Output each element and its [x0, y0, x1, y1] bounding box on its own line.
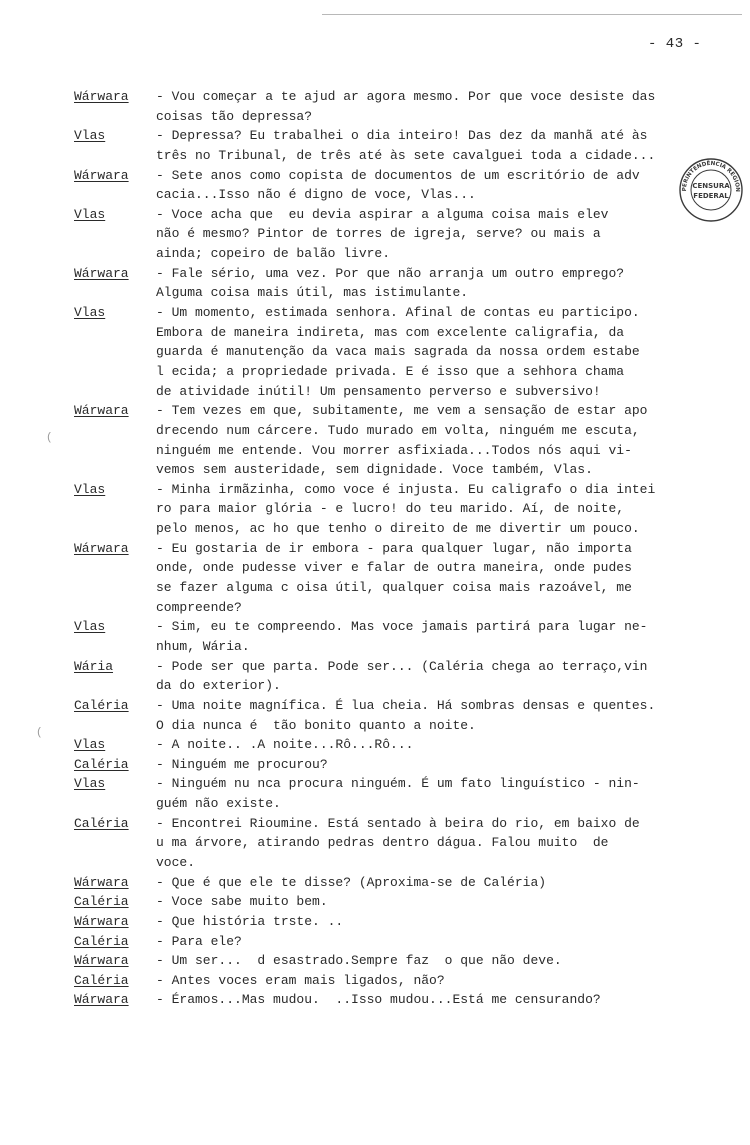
speaker-name: Caléria — [74, 972, 129, 988]
dialogue-text: de atividade inútil! Um pensamento perverso e subversivo! — [156, 383, 601, 399]
dialogue-line — [74, 362, 744, 382]
speaker-name: Caléria — [74, 815, 129, 831]
speaker-name: Caléria — [74, 756, 129, 772]
dialogue-text: - Que é que ele te disse? (Aproxima-se de Caléria) — [156, 874, 547, 890]
dialogue-text: cacia...Isso não é digno de voce, Vlas... — [156, 187, 476, 203]
dialogue-line — [74, 716, 744, 736]
dialogue-line — [74, 264, 744, 284]
dialogue-line — [74, 755, 744, 775]
dialogue-text: ninguém me entende. Vou morrer asfixiada...Todos nós aqui vi- — [156, 442, 632, 458]
speaker-name: Vlas — [74, 737, 106, 753]
dialogue-line — [74, 794, 744, 814]
dialogue-text: - Ninguém me procurou? — [156, 756, 328, 772]
dialogue-line — [74, 814, 744, 834]
speaker-name: Wárwara — [74, 953, 129, 969]
dialogue-line — [74, 146, 744, 166]
dialogue-line — [74, 971, 744, 991]
dialogue-line — [74, 657, 744, 677]
dialogue-text: - Sete anos como copista de documentos de um escritório de adv — [156, 167, 640, 183]
dialogue-line — [74, 932, 744, 952]
dialogue-line — [74, 185, 744, 205]
dialogue-line — [74, 578, 744, 598]
dialogue-line — [74, 205, 744, 225]
dialogue-line — [74, 323, 744, 343]
dialogue-line — [74, 166, 744, 186]
dialogue-text: - Voce sabe muito bem. — [156, 894, 328, 910]
dialogue-text: se fazer alguma c oisa útil, qualquer coisa mais razoável, me — [156, 580, 632, 596]
dialogue-line — [74, 303, 744, 323]
dialogue-text: ro para maior glória - e lucro! do teu marido. Aí, de noite, — [156, 501, 625, 517]
dialogue-line — [74, 499, 744, 519]
dialogue-line — [74, 558, 744, 578]
censorship-stamp — [678, 157, 744, 223]
dialogue-text: três no Tribunal, de três até às sete cavalguei toda a cidade... — [156, 147, 656, 163]
speaker-name: Wárwara — [74, 265, 129, 281]
dialogue-line — [74, 480, 744, 500]
dialogue-text: nhum, Wária. — [156, 638, 250, 654]
dialogue-text: pelo menos, ac ho que tenho o direito de me divertir um pouco. — [156, 521, 640, 537]
speaker-name: Vlas — [74, 128, 106, 144]
page-number: - 43 - — [648, 36, 702, 52]
speaker-name: Vlas — [74, 776, 106, 792]
dialogue-text: vemos sem austeridade, sem dignidade. Voce também, Vlas. — [156, 462, 593, 478]
speaker-name: Caléria — [74, 933, 129, 949]
dialogue-text: - Encontrei Rioumine. Está sentado à beira do rio, em baixo de — [156, 815, 640, 831]
speaker-name: Wárwara — [74, 913, 129, 929]
dialogue-text: - A noite.. .A noite...Rô...Rô... — [156, 737, 414, 753]
dialogue-text: - Um momento, estimada senhora. Afinal de contas eu participo. — [156, 305, 640, 321]
dialogue-text: ainda; copeiro de balão livre. — [156, 246, 391, 262]
margin-paren-mark: ( — [46, 432, 53, 444]
top-rule — [322, 14, 742, 15]
dialogue-line — [74, 892, 744, 912]
dialogue-text: coisas tão depressa? — [156, 108, 313, 124]
dialogue-line — [74, 283, 744, 303]
dialogue-line — [74, 126, 744, 146]
dialogue-text: drecendo num cárcere. Tudo murado em volta, ninguém me escuta, — [156, 422, 640, 438]
speaker-name: Vlas — [74, 206, 106, 222]
dialogue-text: - Antes voces eram mais ligados, não? — [156, 972, 445, 988]
margin-paren-mark: ( — [36, 727, 43, 739]
dialogue-text: - Eu gostaria de ir embora - para qualquer lugar, não importa — [156, 540, 632, 556]
dialogue-text: Alguma coisa mais útil, mas istimulante. — [156, 285, 469, 301]
speaker-name: Vlas — [74, 619, 106, 635]
dialogue-text: u ma árvore, atirando pedras dentro dágua. Falou muito de — [156, 835, 609, 851]
dialogue-line — [74, 460, 744, 480]
dialogue-text: - Tem vezes em que, subitamente, me vem a sensação de estar apo — [156, 403, 648, 419]
dialogue-text: - Vou começar a te ajud ar agora mesmo. Por que voce desiste das — [156, 89, 656, 104]
dialogue-line — [74, 696, 744, 716]
dialogue-line — [74, 637, 744, 657]
dialogue-line — [74, 598, 744, 618]
dialogue-text: l ecida; a propriedade privada. E é isso que a sehhora chama — [156, 363, 625, 379]
dialogue-text: Embora de maneira indireta, mas com excelente caligrafia, da — [156, 324, 625, 340]
speaker-name: Vlas — [74, 305, 106, 321]
dialogue-line — [74, 735, 744, 755]
dialogue-line — [74, 912, 744, 932]
dialogue-text: - Uma noite magnífica. É lua cheia. Há sombras densas e quentes. — [156, 697, 656, 713]
stamp-center-line1: CENSURA — [692, 182, 730, 190]
dialogue-line — [74, 382, 744, 402]
dialogue-line — [74, 990, 744, 1010]
stamp-top-text: PERINTENDÊNCIA REGION — [681, 160, 741, 193]
dialogue-line — [74, 774, 744, 794]
speaker-name: Caléria — [74, 894, 129, 910]
dialogue-text: O dia nunca é tão bonito quanto a noite. — [156, 717, 476, 733]
dialogue-text: - Ninguém nu nca procura ninguém. É um fato linguístico - nin- — [156, 776, 640, 792]
dialogue-text: compreende? — [156, 599, 242, 615]
dialogue-line — [74, 244, 744, 264]
speaker-name: Wárwara — [74, 874, 129, 890]
speaker-name: Wárwara — [74, 167, 129, 183]
dialogue-text: - Sim, eu te compreendo. Mas voce jamais partirá para lugar ne- — [156, 619, 648, 635]
speaker-name: Wárwara — [74, 540, 129, 556]
dialogue-line — [74, 833, 744, 853]
dialogue-line — [74, 421, 744, 441]
dialogue-text: voce. — [156, 854, 196, 870]
dialogue-line — [74, 951, 744, 971]
dialogue-line — [74, 87, 744, 107]
speaker-name: Wárwara — [74, 89, 129, 104]
dialogue-text: - Éramos...Mas mudou. ..Isso mudou...Está me censurando? — [156, 992, 601, 1008]
dialogue-text: - Minha irmãzinha, como voce é injusta. Eu caligrafo o dia intei — [156, 481, 656, 497]
dialogue-text: não é mesmo? Pintor de torres de igreja, serve? ou mais a — [156, 226, 601, 242]
dialogue-text: - Fale sério, uma vez. Por que não arranja um outro emprego? — [156, 265, 625, 281]
speaker-name: Wárwara — [74, 992, 129, 1008]
dialogue-line — [74, 617, 744, 637]
dialogue-text: - Um ser... d esastrado.Sempre faz o que não deve. — [156, 953, 562, 969]
dialogue-line — [74, 342, 744, 362]
dialogue-line — [74, 107, 744, 127]
speaker-name: Wária — [74, 658, 114, 674]
dialogue-text: guarda é manutenção da vaca mais sagrada da nossa ordem estabe — [156, 344, 640, 360]
dialogue-text: da do exterior). — [156, 678, 281, 694]
dialogue-line — [74, 441, 744, 461]
dialogue-line — [74, 519, 744, 539]
dialogue-text: - Para ele? — [156, 933, 242, 949]
dialogue-text: - Depressa? Eu trabalhei o dia inteiro! Das dez da manhã até às — [156, 128, 648, 144]
speaker-name: Wárwara — [74, 403, 129, 419]
script-body — [74, 87, 744, 1010]
stamp-center-line2: FEDERAL — [693, 192, 729, 200]
dialogue-text: guém não existe. — [156, 796, 281, 812]
dialogue-line — [74, 401, 744, 421]
dialogue-text: - Voce acha que eu devia aspirar a alguma coisa mais elev — [156, 206, 609, 222]
dialogue-line — [74, 853, 744, 873]
dialogue-line — [74, 224, 744, 244]
dialogue-text: - Pode ser que parta. Pode ser... (Caléria chega ao terraço,vin — [156, 658, 648, 674]
dialogue-text: onde, onde pudesse viver e falar de outra maneira, onde pudes — [156, 560, 632, 576]
dialogue-line — [74, 539, 744, 559]
dialogue-line — [74, 873, 744, 893]
stamp-seal-icon — [678, 157, 744, 223]
speaker-name: Vlas — [74, 481, 106, 497]
speaker-name: Caléria — [74, 697, 129, 713]
dialogue-text: - Que história trste. .. — [156, 913, 344, 929]
dialogue-line — [74, 676, 744, 696]
